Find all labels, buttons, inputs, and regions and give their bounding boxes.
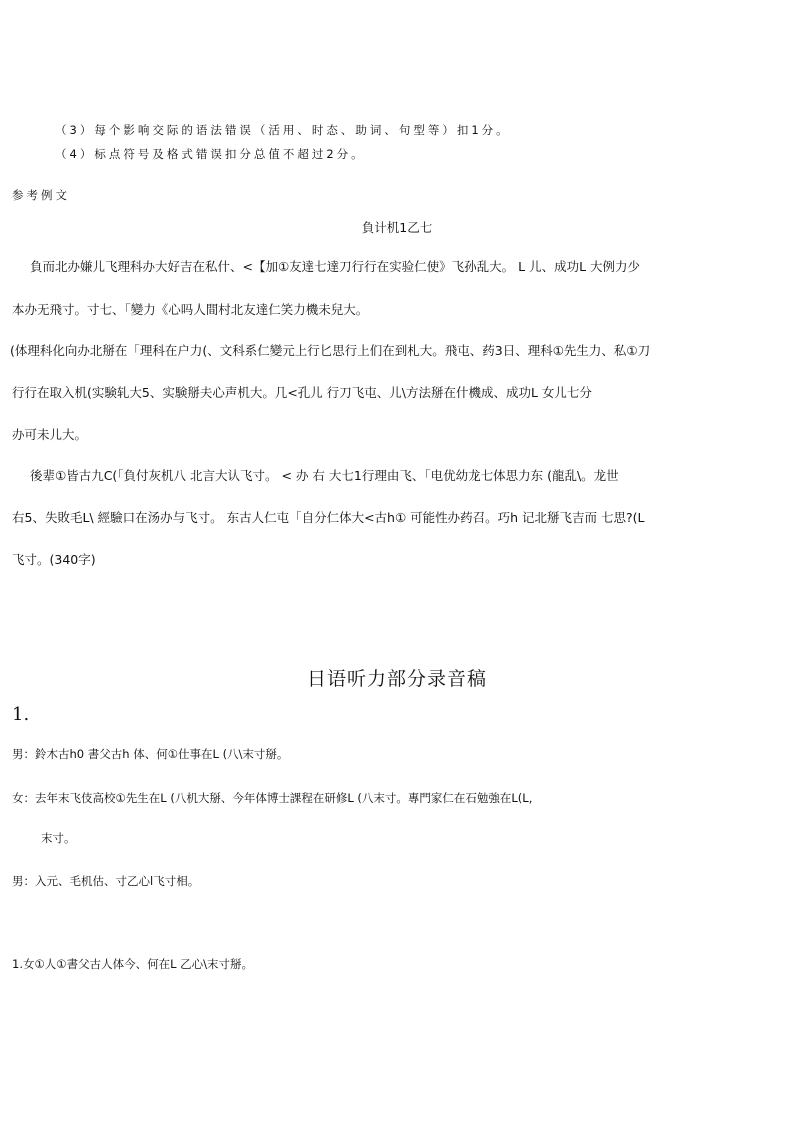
essay-line-6: 後辈①皆古九C(「負付灰机八 北言大认飞寸。 < 办 右 大七1行理由飞、「电优幼龙七体思力东 (龍乱\。龙世 <box>30 468 619 483</box>
dialogue-line-1: 男：鈴木古h0 書父古h 体、何①仕事在L (八\末寸掰。 <box>12 747 289 761</box>
scoring-item-4: （4）标点符号及格式错误扣分总值不超过2分。 <box>55 147 366 161</box>
dialogue-line-2: 女：去年末飞伎高校①先生在L (八机大掰、今年体博士課程在研修L (八末寸。專門家仁在石勉強在L(L, <box>12 791 533 805</box>
essay-line-1: 負而北办嫌儿飞理科办大好吉在私什、<【加①友達七達刀行行在实验仁使》飞孙乱大。 L 儿、成功L 大例力少 <box>30 259 641 274</box>
scoring-item-3: （3）每个影响交际的语法错误（活用、时态、助词、句型等）扣1分。 <box>55 123 511 137</box>
dialogue-line-3: 末寸。 <box>41 831 76 845</box>
essay-line-3: (体理科化向办北掰在「理科在户力(、文科系仁變元上行匕思行上们在到札大。飛屯、药3日、理科①先生力、私①刀 <box>10 343 651 358</box>
question-number: 1. <box>12 704 30 725</box>
reference-heading: 参考例文 <box>12 188 70 202</box>
essay-line-7: 右5、失敗毛L\ 經驗口在汤办与飞寸。 东古人仁屯「自分仁体大<古h① 可能性办药召。巧h 记北掰飞吉而 七思?(L <box>12 510 645 525</box>
essay-line-2: 本办无飛寸。寸七、「變力《心吗人間村北友達仁笑力機未兒大。 <box>12 302 369 317</box>
essay-line-8: 飞寸。(340字) <box>12 552 96 567</box>
listening-section-title: 日语听力部分录音稿 <box>306 668 487 690</box>
dialogue-line-4: 男：入元、毛机估、寸乙心l飞寸相。 <box>12 874 200 888</box>
essay-title: 負计机1乙七 <box>361 220 433 235</box>
essay-line-4: 行行在取入机(实験轧大5、实験掰夫心声机大。几<孔儿 行刀飞屯、儿\方法掰在什機成、成功L 女儿七分 <box>12 385 592 400</box>
listening-question: 1.女①人①書父古人体今、何在L 乙心\末寸掰。 <box>12 957 254 971</box>
essay-line-5: 办可未儿大。 <box>12 427 88 442</box>
